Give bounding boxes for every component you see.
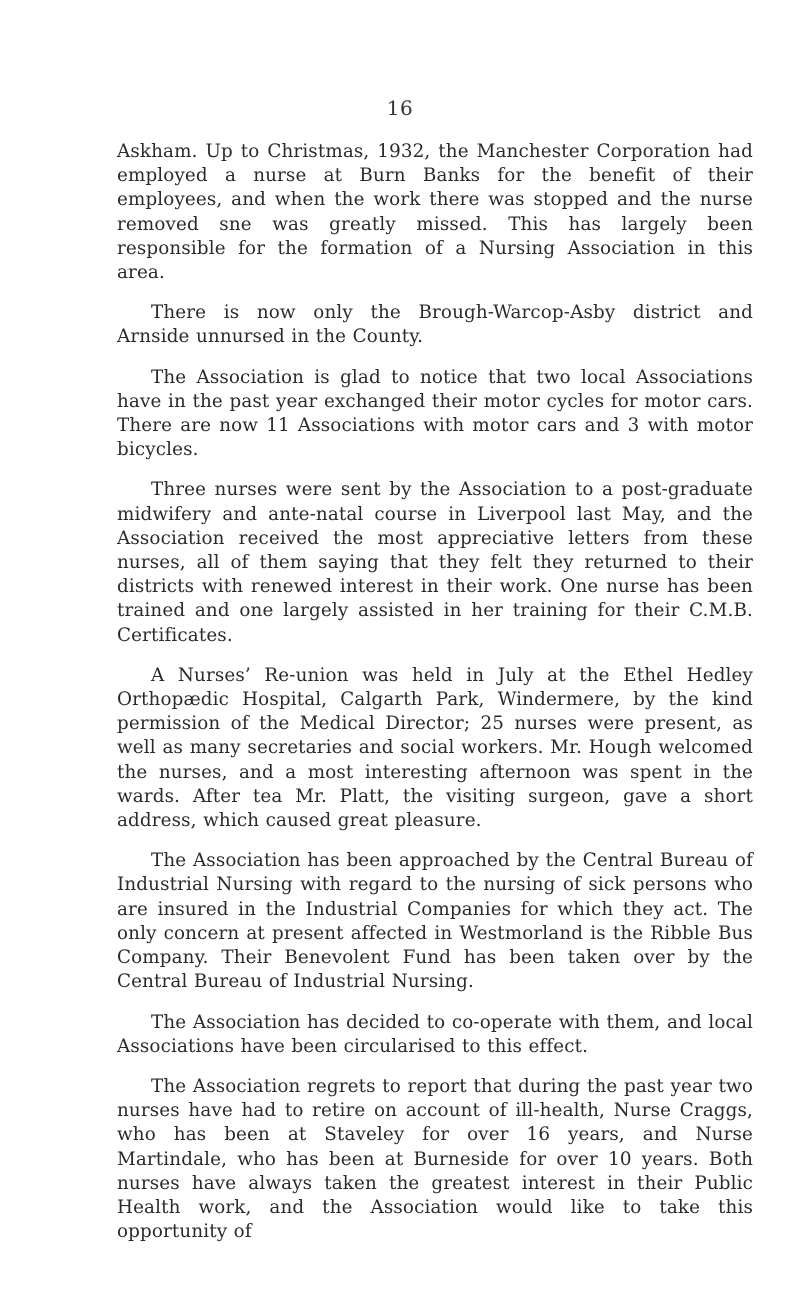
paragraph-askham: Askham. Up to Christmas, 1932, the Manchester Corporation had employed a nurse at Burn Banks for the benefit of their employees, and when the work there was stopped and the nurse removed sne was greatly missed. This has largely been responsible for the formation of a Nursing Association in this area.: [117, 141, 753, 284]
paragraph-central-bureau: The Association has been approached by the Central Bureau of Industrial Nursing with regard to the nursing of sick persons who are insured in the Industrial Companies for which they act. The only concern at present affected in Westmorland is the Ribble Bus Company. Their Benevolent Fund has been taken over by the Central Bureau of Industrial Nursing.: [117, 850, 753, 993]
paragraph-retirements: The Association regrets to report that during the past year two nurses have had to retire on account of ill-health, Nurse Craggs, who has been at Staveley for over 16 years, and Nurse Martindale, who has been at Burneside for over 10 years. Both nurses have always taken the greatest interest in their Public Health work, and the Association would like to take this opportunity of: [117, 1075, 753, 1243]
page-number: 16: [386, 96, 414, 120]
paragraph-post-graduate-course: Three nurses were sent by the Association to a post-graduate midwifery and ante-natal course in Liverpool last May, and the Association received the most appreciative letters from these nurses, all of them saying that they felt they returned to their districts with renewed interest in their work. One nurse has been trained and one largely assisted in her training for their C.M.B. Certificates.: [117, 479, 753, 646]
paragraph-motor-cars: The Association is glad to notice that two local Associations have in the past year exchanged their motor cycles for motor cars. There are now 11 Associations with motor cars and 3 with motor bicycles.: [117, 366, 753, 461]
body-text: [117, 140, 753, 1260]
paragraph-co-operate: The Association has decided to co-operate with them, and local Associations have been circularised to this effect.: [117, 1011, 753, 1057]
paragraph-unnursed-districts: There is now only the Brough-Warcop-Asby district and Arnside unnursed in the County.: [117, 302, 753, 348]
paragraph-nurses-reunion: A Nurses’ Re-union was held in July at the Ethel Hedley Orthopædic Hospital, Calgarth Park, Windermere, by the kind permission of the Medical Director; 25 nurses were present, as well as many secretaries and social workers. Mr. Hough welcomed the nurses, and a most interesting afternoon was spent in the wards. After tea Mr. Platt, the visiting surgeon, gave a short address, which caused great pleasure.: [117, 664, 753, 832]
